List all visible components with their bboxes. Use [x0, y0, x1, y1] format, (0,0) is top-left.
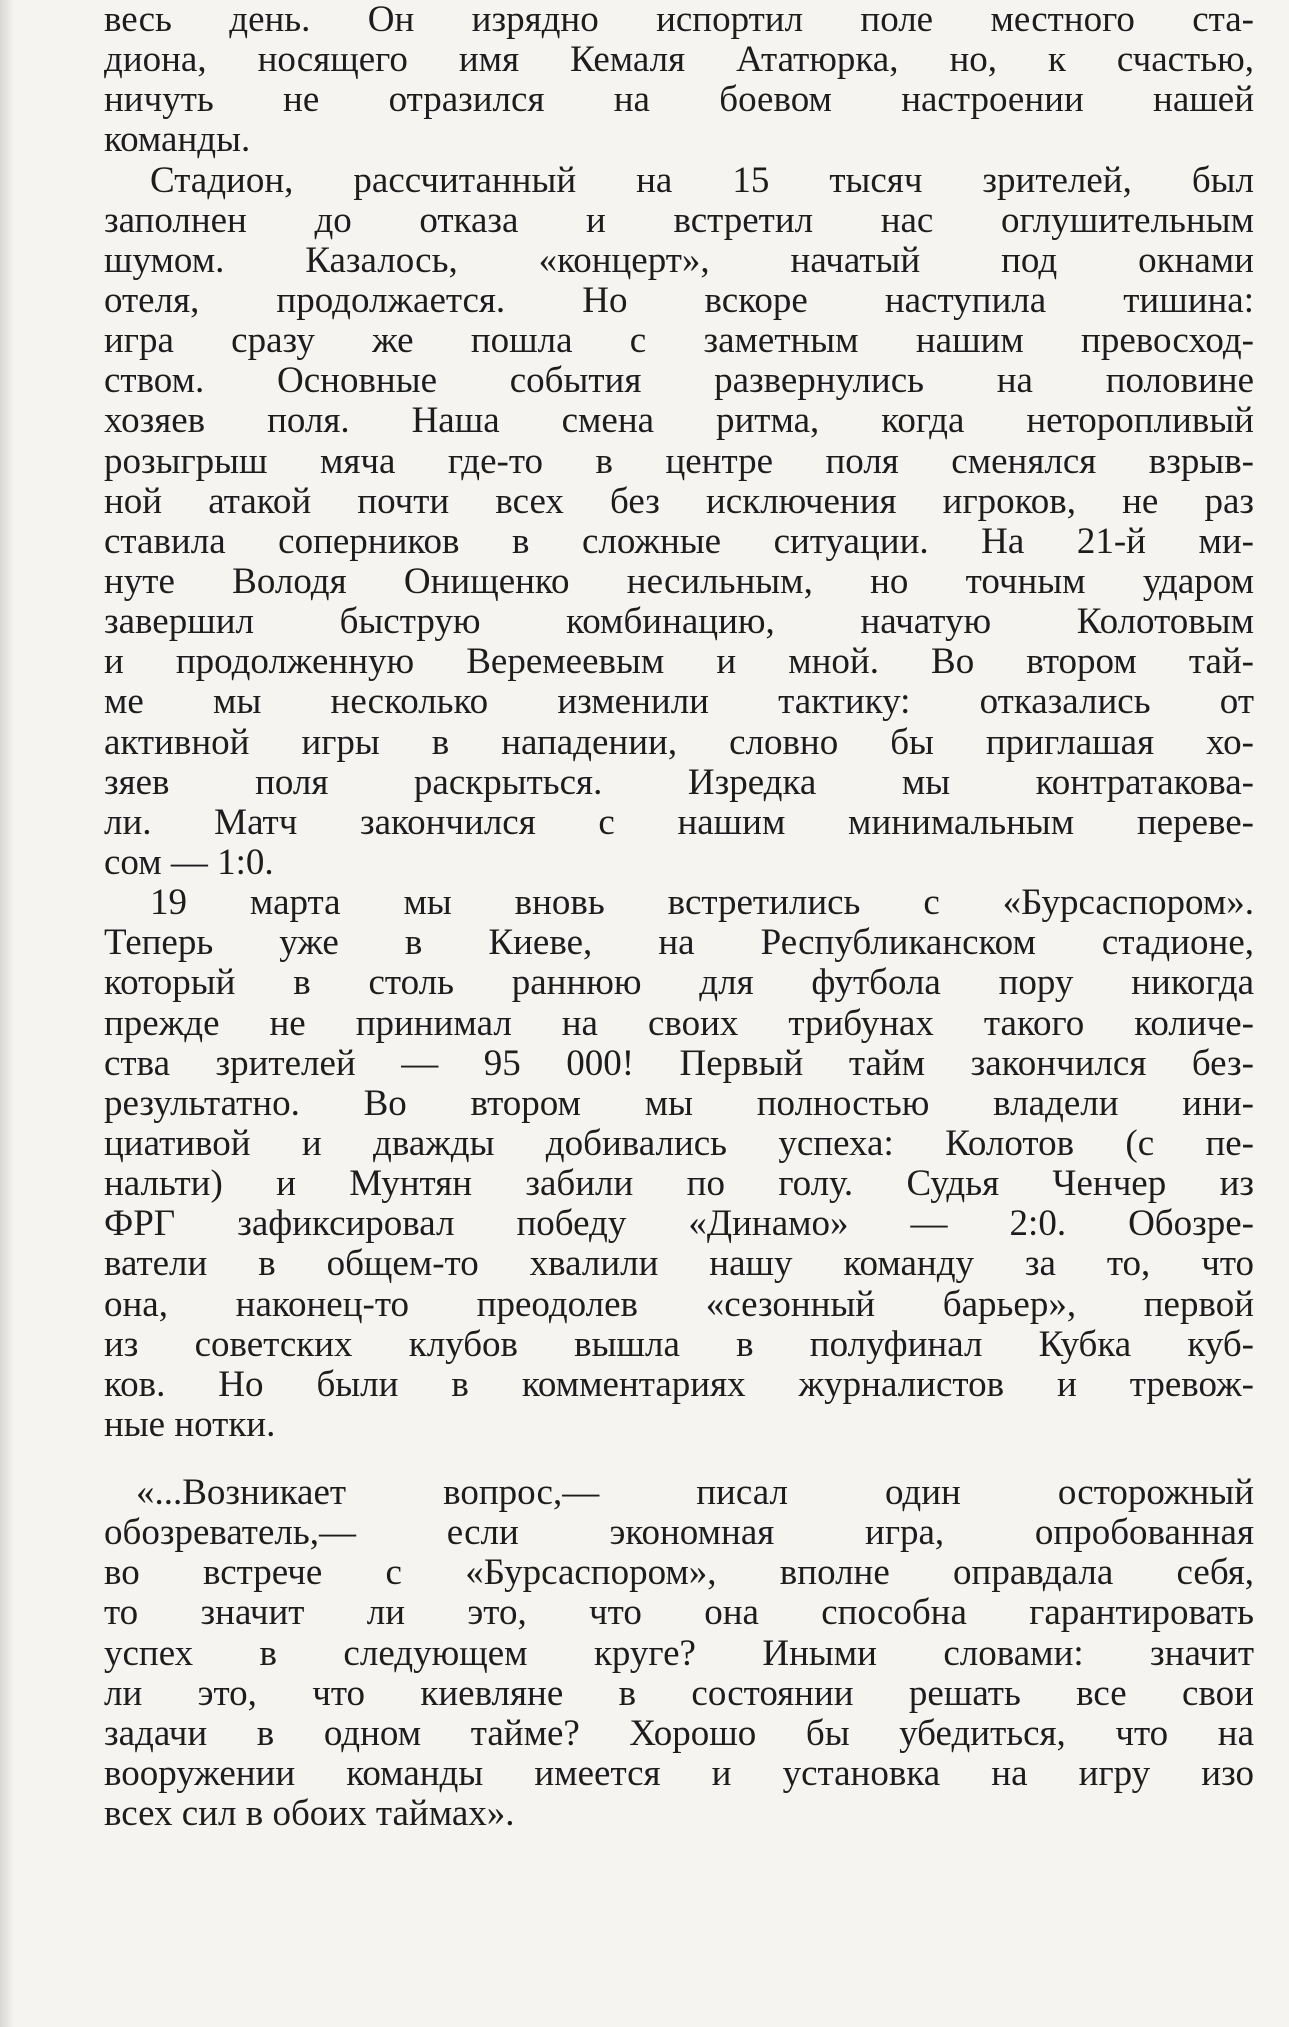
- text-line: 19 марта мы вновь встретились с «Бурсаспором».: [150, 883, 1254, 924]
- text-line: команды.: [104, 120, 251, 161]
- text-line: ной атакой почти всех без исключения игроков, не раз: [104, 481, 1254, 522]
- text-line: ватели в общем-то хвалили нашу команду за то, что: [104, 1244, 1254, 1285]
- text-line: завершил быструю комбинацию, начатую Колотовым: [104, 602, 1254, 643]
- text-line: нуте Володя Онищенко несильным, но точным ударом: [104, 561, 1254, 602]
- text-line: сом — 1:0.: [104, 842, 274, 883]
- text-line: ли это, что киевляне в состоянии решать все свои: [104, 1673, 1254, 1714]
- text-line: отеля, продолжается. Но вскоре наступила тишина:: [104, 280, 1254, 321]
- text-line: то значит ли это, что она способна гарантировать: [104, 1593, 1254, 1634]
- paragraph-gap: [104, 1445, 1254, 1473]
- text-line: шумом. Казалось, «концерт», начатый под окнами: [104, 240, 1254, 281]
- text-line: всех сил в обоих таймах».: [104, 1794, 515, 1835]
- text-line: Стадион, рассчитанный на 15 тысяч зрителей, был: [150, 160, 1254, 201]
- page-text: [104, 0, 1254, 1834]
- text-line: результатно. Во втором мы полностью владели ини-: [104, 1083, 1254, 1124]
- text-line: ные нотки.: [104, 1404, 276, 1445]
- page-edge-shadow: [0, 0, 14, 2027]
- text-line: успех в следующем круге? Иными словами: значит: [104, 1633, 1254, 1674]
- text-line: который в столь раннюю для футбола пору никогда: [104, 963, 1254, 1004]
- text-line: ков. Но были в комментариях журналистов и тревож-: [104, 1364, 1254, 1405]
- text-line: диона, носящего имя Кемаля Ататюрка, но, к счастью,: [104, 40, 1254, 81]
- text-line: ставила соперников в сложные ситуации. На 21-й ми-: [104, 521, 1254, 562]
- text-line: из советских клубов вышла в полуфинал Кубка куб-: [104, 1324, 1254, 1365]
- text-line: весь день. Он изрядно испортил поле местного ста-: [104, 0, 1254, 40]
- text-line: она, наконец-то преодолев «сезонный барьер», первой: [104, 1284, 1254, 1325]
- text-line: «...Возникает вопрос,— писал один осторожный: [136, 1473, 1254, 1514]
- text-line: игра сразу же пошла с заметным нашим превосход-: [104, 321, 1254, 362]
- text-line: ничуть не отразился на боевом настроении нашей: [104, 80, 1254, 121]
- text-line: ством. Основные события развернулись на половине: [104, 361, 1254, 402]
- text-line: ме мы несколько изменили тактику: отказались от: [104, 682, 1254, 723]
- text-line: во встрече с «Бурсаспором», вполне оправдала себя,: [104, 1553, 1254, 1594]
- text-line: ли. Матч закончился с нашим минимальным переве-: [104, 802, 1254, 843]
- text-line: активной игры в нападении, словно бы приглашая хо-: [104, 722, 1254, 763]
- text-line: ства зрителей — 95 000! Первый тайм закончился без-: [104, 1043, 1254, 1084]
- text-line: Теперь уже в Киеве, на Республиканском стадионе,: [104, 923, 1254, 964]
- text-line: вооружении команды имеется и установка на игру изо: [104, 1754, 1254, 1795]
- text-line: циативой и дважды добивались успеха: Колотов (с пе-: [104, 1123, 1254, 1164]
- text-line: розыгрыш мяча где-то в центре поля сменялся взрыв-: [104, 441, 1254, 482]
- text-line: прежде не принимал на своих трибунах такого количе-: [104, 1003, 1254, 1044]
- text-line: заполнен до отказа и встретил нас оглушительным: [104, 200, 1254, 241]
- text-line: ФРГ зафиксировал победу «Динамо» — 2:0. Обозре-: [104, 1204, 1254, 1245]
- text-line: хозяев поля. Наша смена ритма, когда неторопливый: [104, 401, 1254, 442]
- text-line: задачи в одном тайме? Хорошо бы убедиться, что на: [104, 1713, 1254, 1754]
- text-line: обозреватель,— если экономная игра, опробованная: [104, 1513, 1254, 1554]
- text-line: и продолженную Веремеевым и мной. Во втором тай-: [104, 642, 1254, 683]
- text-line: зяев поля раскрыться. Изредка мы контратакова-: [104, 762, 1254, 803]
- text-line: нальти) и Мунтян забили по голу. Судья Ченчер из: [104, 1164, 1254, 1205]
